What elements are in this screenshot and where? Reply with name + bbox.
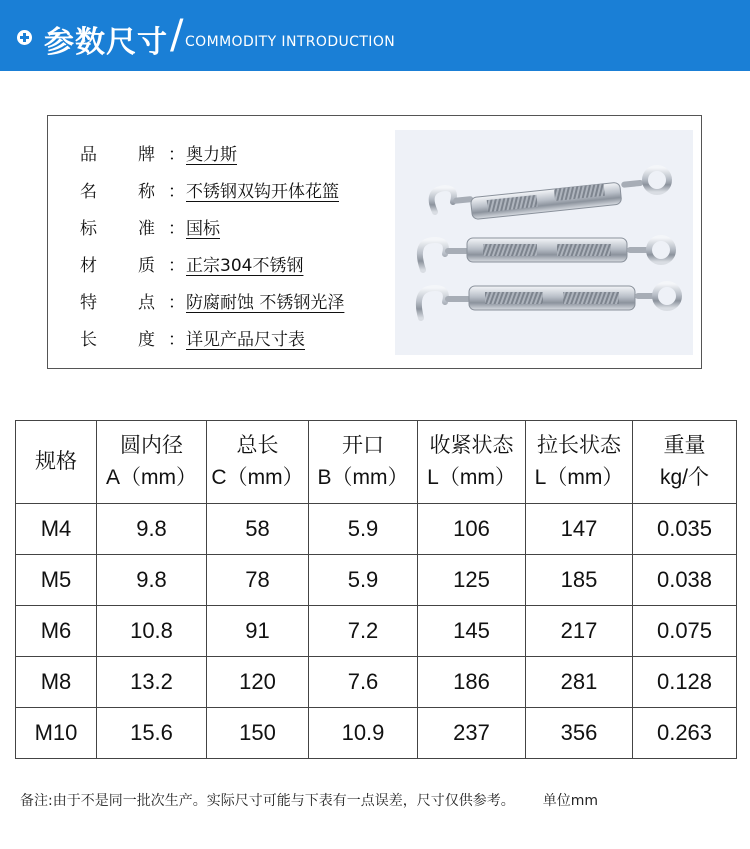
table-row [16,504,737,555]
table-header-row [16,421,737,504]
footnote-text: 备注:由于不是同一批次生产。实际尺寸可能与下表有一点误差，尺寸仅供参考。 [20,793,515,809]
cell-spec: M4 [16,504,97,555]
info-value: 不锈钢双钩开体花篮 [186,182,339,202]
cell-closed-length: 237 [418,708,526,759]
header-opening: 开口 B（mm） [309,421,418,504]
cell-weight: 0.263 [633,708,737,759]
cell-spec: M10 [16,708,97,759]
header-weight: 重量 kg/个 [633,421,737,504]
footnote [20,790,598,810]
cell-opening: 7.6 [309,657,418,708]
info-row-standard: 标 准 ：国标 [80,219,220,239]
cell-closed-length: 125 [418,555,526,606]
product-info-box [47,115,702,369]
turnbuckle-photo [395,130,693,355]
cell-closed-length: 106 [418,504,526,555]
cell-inner-diameter: 9.8 [97,555,207,606]
info-value: 防腐耐蚀 不锈钢光泽 [186,293,345,313]
info-row-name: 名 称 ：不锈钢双钩开体花篮 [80,182,339,202]
cell-extended-length: 356 [526,708,633,759]
cell-weight: 0.035 [633,504,737,555]
header-extended-length: 拉长状态 L（mm） [526,421,633,504]
cell-spec: M6 [16,606,97,657]
table-row [16,657,737,708]
cell-extended-length: 217 [526,606,633,657]
cell-inner-diameter: 9.8 [97,504,207,555]
cell-total-length: 58 [207,504,309,555]
title-slash: / [170,12,184,58]
cell-total-length: 150 [207,708,309,759]
cell-extended-length: 281 [526,657,633,708]
info-row-length: 长 度 ：详见产品尺寸表 [80,330,305,350]
cell-opening: 5.9 [309,555,418,606]
cell-total-length: 120 [207,657,309,708]
cell-spec: M8 [16,657,97,708]
spec-table [15,420,737,759]
table-row [16,708,737,759]
cell-opening: 5.9 [309,504,418,555]
section-title: 参数尺寸 [44,25,168,60]
cell-extended-length: 185 [526,555,633,606]
turnbuckle-illustration [395,130,693,355]
section-subtitle: COMMODITY INTRODUCTION [185,34,396,50]
cell-total-length: 78 [207,555,309,606]
table-row [16,555,737,606]
cell-extended-length: 147 [526,504,633,555]
info-value: 正宗304不锈钢 [186,256,304,276]
cell-weight: 0.075 [633,606,737,657]
plus-circle-icon [17,30,32,45]
info-row-brand: 品 牌 ：奥力斯 [80,145,237,165]
info-row-features: 特 点 ：防腐耐蚀 不锈钢光泽 [80,293,345,313]
cell-inner-diameter: 15.6 [97,708,207,759]
info-value: 奥力斯 [186,145,237,165]
header-total-length: 总长 C（mm） [207,421,309,504]
info-value: 详见产品尺寸表 [186,330,305,350]
info-row-material: 材 质 ：正宗304不锈钢 [80,256,304,276]
info-value: 国标 [186,219,220,239]
table-row [16,606,737,657]
cell-inner-diameter: 10.8 [97,606,207,657]
header-closed-length: 收紧状态 L（mm） [418,421,526,504]
cell-closed-length: 186 [418,657,526,708]
cell-opening: 10.9 [309,708,418,759]
cell-total-length: 91 [207,606,309,657]
unit-label: 单位mm [542,793,598,809]
header-banner [0,0,750,71]
cell-weight: 0.128 [633,657,737,708]
header-spec: 规格 [16,421,97,504]
cell-opening: 7.2 [309,606,418,657]
cell-inner-diameter: 13.2 [97,657,207,708]
cell-weight: 0.038 [633,555,737,606]
cell-closed-length: 145 [418,606,526,657]
header-inner-diameter: 圆内径 A（mm） [97,421,207,504]
cell-spec: M5 [16,555,97,606]
